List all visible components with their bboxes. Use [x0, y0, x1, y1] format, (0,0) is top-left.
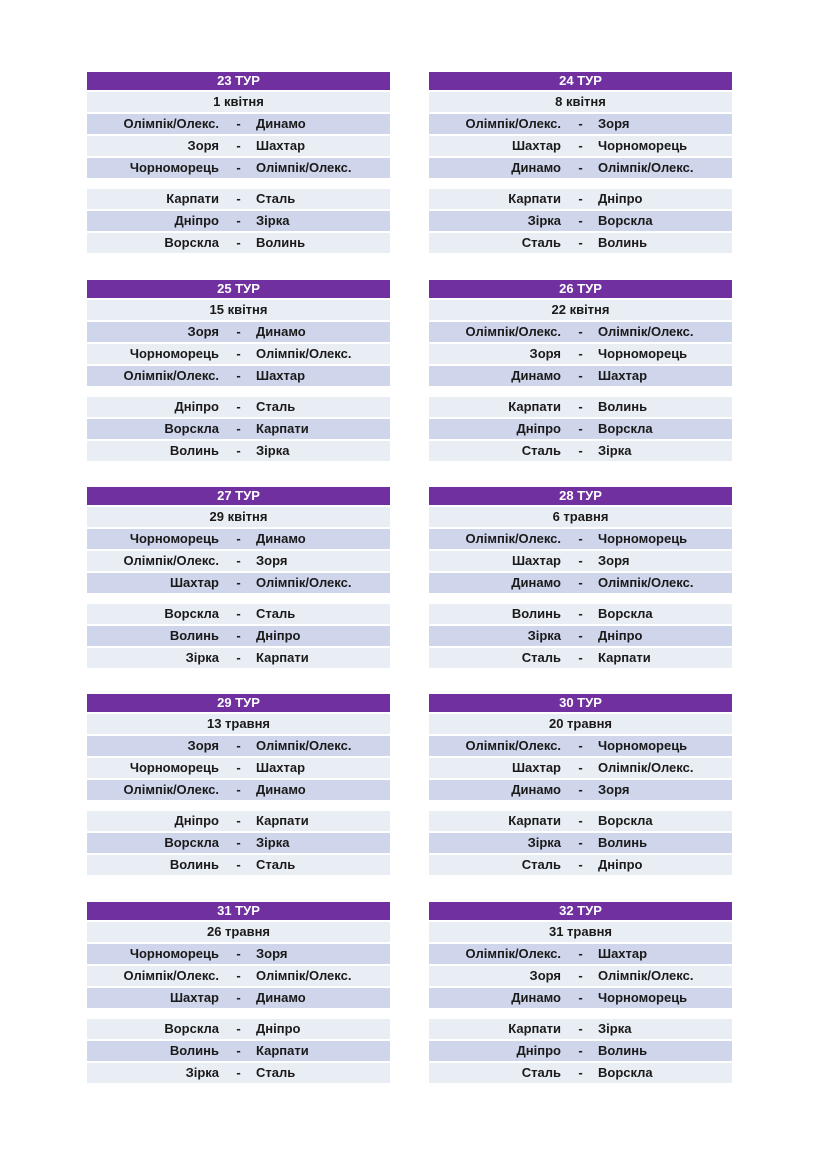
match-row: [87, 626, 390, 646]
home-team: Волинь: [169, 857, 219, 872]
match-row: [429, 966, 732, 986]
home-team: Шахтар: [511, 138, 561, 153]
home-team: Олімпік/Олекс.: [123, 968, 219, 983]
home-team: Ворскла: [164, 835, 219, 850]
away-team: Зірка: [256, 213, 290, 228]
away-team: Олімпік/Олекс.: [256, 738, 352, 753]
match-row: [429, 136, 732, 156]
away-team: Зоря: [256, 553, 288, 568]
match-separator: -: [578, 116, 583, 131]
match-row: [87, 780, 390, 800]
match-row: [87, 419, 390, 439]
round-block: [429, 487, 732, 668]
match-separator: -: [578, 531, 583, 546]
match-separator: -: [578, 421, 583, 436]
match-separator: -: [578, 553, 583, 568]
home-team: Олімпік/Олекс.: [465, 946, 561, 961]
match-separator: -: [578, 213, 583, 228]
round-title: 27 ТУР: [87, 487, 390, 505]
away-team: Олімпік/Олекс.: [256, 575, 352, 590]
home-team: Чорноморець: [129, 531, 219, 546]
away-team: Волинь: [598, 1043, 648, 1058]
match-row: [429, 419, 732, 439]
home-team: Олімпік/Олекс.: [465, 531, 561, 546]
away-team: Волинь: [598, 835, 648, 850]
match-separator: -: [578, 324, 583, 339]
match-row: [87, 833, 390, 853]
match-row: [87, 966, 390, 986]
home-team: Дніпро: [174, 399, 219, 414]
home-team: Олімпік/Олекс.: [465, 738, 561, 753]
round-date: 6 травня: [429, 507, 732, 527]
match-row: [87, 211, 390, 231]
match-separator: -: [236, 782, 241, 797]
round-title: 28 ТУР: [429, 487, 732, 505]
match-separator: -: [236, 738, 241, 753]
match-row: [429, 833, 732, 853]
match-row: [429, 648, 732, 668]
home-team: Динамо: [511, 368, 561, 383]
match-row: [429, 551, 732, 571]
away-team: Шахтар: [598, 946, 648, 961]
round-date: 22 квітня: [429, 300, 732, 320]
match-separator: -: [578, 857, 583, 872]
match-separator: -: [578, 650, 583, 665]
home-team: Чорноморець: [129, 760, 219, 775]
match-separator: -: [578, 968, 583, 983]
round-date: 15 квітня: [87, 300, 390, 320]
round-title: 29 ТУР: [87, 694, 390, 712]
match-row: [87, 529, 390, 549]
match-separator: -: [236, 213, 241, 228]
match-row: [429, 344, 732, 364]
home-team: Олімпік/Олекс.: [123, 553, 219, 568]
away-team: Сталь: [256, 191, 296, 206]
match-row: [429, 736, 732, 756]
round-date: 13 травня: [87, 714, 390, 734]
match-separator: -: [578, 606, 583, 621]
match-separator: -: [236, 443, 241, 458]
match-separator: -: [236, 235, 241, 250]
away-team: Чорноморець: [598, 738, 688, 753]
match-separator: -: [578, 738, 583, 753]
match-row: [429, 1041, 732, 1061]
match-row: [87, 158, 390, 178]
home-team: Зоря: [187, 324, 219, 339]
match-separator: -: [236, 968, 241, 983]
match-row: [429, 758, 732, 778]
match-row: [429, 1019, 732, 1039]
round-date: 31 травня: [429, 922, 732, 942]
home-team: Шахтар: [511, 760, 561, 775]
home-team: Динамо: [511, 160, 561, 175]
home-team: Дніпро: [516, 1043, 561, 1058]
home-team: Сталь: [521, 443, 561, 458]
away-team: Зірка: [256, 835, 290, 850]
round-title: 24 ТУР: [429, 72, 732, 90]
away-team: Шахтар: [256, 368, 306, 383]
away-team: Динамо: [256, 116, 306, 131]
home-team: Олімпік/Олекс.: [465, 116, 561, 131]
home-team: Олімпік/Олекс.: [123, 782, 219, 797]
match-separator: -: [578, 990, 583, 1005]
home-team: Зоря: [187, 738, 219, 753]
match-row: [87, 397, 390, 417]
match-separator: -: [236, 1065, 241, 1080]
match-row: [429, 441, 732, 461]
away-team: Олімпік/Олекс.: [598, 160, 694, 175]
home-team: Зірка: [185, 650, 219, 665]
round-block: [87, 902, 390, 1083]
home-team: Дніпро: [516, 421, 561, 436]
away-team: Олімпік/Олекс.: [598, 760, 694, 775]
round-block: [429, 694, 732, 875]
match-separator: -: [236, 1043, 241, 1058]
match-row: [87, 441, 390, 461]
match-separator: -: [578, 235, 583, 250]
match-row: [429, 780, 732, 800]
match-separator: -: [578, 1043, 583, 1058]
match-separator: -: [236, 421, 241, 436]
match-row: [87, 366, 390, 386]
home-team: Сталь: [521, 650, 561, 665]
match-separator: -: [236, 946, 241, 961]
home-team: Зірка: [527, 628, 561, 643]
match-separator: -: [578, 782, 583, 797]
match-row: [429, 626, 732, 646]
home-team: Шахтар: [169, 575, 219, 590]
match-row: [429, 988, 732, 1008]
match-row: [87, 648, 390, 668]
away-team: Чорноморець: [598, 346, 688, 361]
match-separator: -: [236, 531, 241, 546]
match-separator: -: [236, 399, 241, 414]
away-team: Ворскла: [598, 813, 653, 828]
away-team: Олімпік/Олекс.: [598, 968, 694, 983]
match-row: [87, 322, 390, 342]
round-title: 30 ТУР: [429, 694, 732, 712]
match-separator: -: [578, 191, 583, 206]
away-team: Ворскла: [598, 1065, 653, 1080]
away-team: Динамо: [256, 531, 306, 546]
home-team: Динамо: [511, 782, 561, 797]
match-row: [429, 573, 732, 593]
round-date: 29 квітня: [87, 507, 390, 527]
match-separator: -: [236, 575, 241, 590]
home-team: Волинь: [511, 606, 561, 621]
home-team: Олімпік/Олекс.: [465, 324, 561, 339]
match-separator: -: [578, 575, 583, 590]
away-team: Сталь: [256, 399, 296, 414]
away-team: Зоря: [256, 946, 288, 961]
home-team: Волинь: [169, 1043, 219, 1058]
round-title: 31 ТУР: [87, 902, 390, 920]
home-team: Зоря: [529, 968, 561, 983]
match-row: [429, 944, 732, 964]
match-separator: -: [578, 760, 583, 775]
home-team: Ворскла: [164, 606, 219, 621]
match-separator: -: [236, 628, 241, 643]
home-team: Дніпро: [174, 813, 219, 828]
match-row: [429, 114, 732, 134]
round-title: 32 ТУР: [429, 902, 732, 920]
away-team: Динамо: [256, 324, 306, 339]
away-team: Олімпік/Олекс.: [256, 968, 352, 983]
match-separator: -: [236, 138, 241, 153]
match-separator: -: [578, 138, 583, 153]
home-team: Волинь: [169, 628, 219, 643]
away-team: Зірка: [598, 443, 632, 458]
round-block: [87, 280, 390, 461]
round-block: [429, 902, 732, 1083]
home-team: Зірка: [527, 835, 561, 850]
match-row: [429, 855, 732, 875]
match-separator: -: [236, 606, 241, 621]
match-separator: -: [236, 553, 241, 568]
away-team: Ворскла: [598, 606, 653, 621]
away-team: Дніпро: [256, 628, 301, 643]
match-row: [87, 1041, 390, 1061]
round-title: 25 ТУР: [87, 280, 390, 298]
match-row: [87, 604, 390, 624]
match-separator: -: [578, 1065, 583, 1080]
match-row: [429, 158, 732, 178]
home-team: Ворскла: [164, 421, 219, 436]
match-separator: -: [578, 835, 583, 850]
away-team: Шахтар: [256, 760, 306, 775]
match-row: [87, 1019, 390, 1039]
away-team: Карпати: [256, 650, 309, 665]
away-team: Дніпро: [598, 628, 643, 643]
match-row: [87, 136, 390, 156]
away-team: Карпати: [256, 421, 309, 436]
match-row: [429, 604, 732, 624]
match-row: [429, 811, 732, 831]
away-team: Чорноморець: [598, 138, 688, 153]
away-team: Волинь: [598, 235, 648, 250]
home-team: Ворскла: [164, 235, 219, 250]
match-separator: -: [236, 813, 241, 828]
away-team: Шахтар: [256, 138, 306, 153]
home-team: Карпати: [508, 813, 561, 828]
away-team: Олімпік/Олекс.: [256, 346, 352, 361]
match-separator: -: [578, 368, 583, 383]
home-team: Чорноморець: [129, 946, 219, 961]
home-team: Карпати: [508, 191, 561, 206]
match-row: [87, 551, 390, 571]
home-team: Динамо: [511, 990, 561, 1005]
match-row: [87, 233, 390, 253]
away-team: Олімпік/Олекс.: [598, 324, 694, 339]
match-row: [87, 811, 390, 831]
away-team: Чорноморець: [598, 990, 688, 1005]
match-separator: -: [236, 857, 241, 872]
match-separator: -: [236, 1021, 241, 1036]
away-team: Чорноморець: [598, 531, 688, 546]
away-team: Дніпро: [598, 191, 643, 206]
round-block: [429, 280, 732, 461]
home-team: Карпати: [508, 1021, 561, 1036]
match-separator: -: [578, 399, 583, 414]
match-row: [429, 211, 732, 231]
match-separator: -: [578, 160, 583, 175]
match-separator: -: [236, 760, 241, 775]
home-team: Волинь: [169, 443, 219, 458]
home-team: Зоря: [187, 138, 219, 153]
match-separator: -: [236, 116, 241, 131]
away-team: Зірка: [256, 443, 290, 458]
away-team: Сталь: [256, 606, 296, 621]
away-team: Карпати: [256, 1043, 309, 1058]
round-date: 1 квітня: [87, 92, 390, 112]
match-separator: -: [236, 346, 241, 361]
home-team: Дніпро: [174, 213, 219, 228]
match-row: [87, 114, 390, 134]
home-team: Чорноморець: [129, 346, 219, 361]
away-team: Дніпро: [598, 857, 643, 872]
away-team: Зоря: [598, 553, 630, 568]
away-team: Зоря: [598, 782, 630, 797]
home-team: Зірка: [185, 1065, 219, 1080]
match-row: [429, 529, 732, 549]
match-separator: -: [578, 443, 583, 458]
round-block: [87, 694, 390, 875]
match-separator: -: [578, 1021, 583, 1036]
match-row: [429, 189, 732, 209]
match-row: [429, 233, 732, 253]
home-team: Зоря: [529, 346, 561, 361]
home-team: Шахтар: [169, 990, 219, 1005]
away-team: Зоря: [598, 116, 630, 131]
match-row: [87, 855, 390, 875]
away-team: Динамо: [256, 990, 306, 1005]
home-team: Олімпік/Олекс.: [123, 116, 219, 131]
round-block: [87, 72, 390, 253]
match-separator: -: [236, 650, 241, 665]
away-team: Олімпік/Олекс.: [256, 160, 352, 175]
away-team: Карпати: [598, 650, 651, 665]
away-team: Дніпро: [256, 1021, 301, 1036]
away-team: Волинь: [598, 399, 648, 414]
round-title: 23 ТУР: [87, 72, 390, 90]
away-team: Волинь: [256, 235, 306, 250]
round-date: 20 травня: [429, 714, 732, 734]
away-team: Динамо: [256, 782, 306, 797]
match-separator: -: [236, 990, 241, 1005]
match-separator: -: [236, 368, 241, 383]
round-date: 26 травня: [87, 922, 390, 942]
round-date: 8 квітня: [429, 92, 732, 112]
match-separator: -: [236, 835, 241, 850]
home-team: Зірка: [527, 213, 561, 228]
round-block: [429, 72, 732, 253]
home-team: Шахтар: [511, 553, 561, 568]
home-team: Олімпік/Олекс.: [123, 368, 219, 383]
match-separator: -: [236, 191, 241, 206]
match-separator: -: [578, 346, 583, 361]
match-row: [429, 1063, 732, 1083]
match-separator: -: [578, 628, 583, 643]
match-row: [87, 344, 390, 364]
match-row: [87, 736, 390, 756]
home-team: Ворскла: [164, 1021, 219, 1036]
home-team: Чорноморець: [129, 160, 219, 175]
match-row: [429, 397, 732, 417]
match-separator: -: [578, 813, 583, 828]
home-team: Сталь: [521, 235, 561, 250]
away-team: Ворскла: [598, 421, 653, 436]
home-team: Сталь: [521, 857, 561, 872]
round-title: 26 ТУР: [429, 280, 732, 298]
away-team: Ворскла: [598, 213, 653, 228]
away-team: Карпати: [256, 813, 309, 828]
match-separator: -: [236, 324, 241, 339]
match-separator: -: [578, 946, 583, 961]
home-team: Карпати: [166, 191, 219, 206]
home-team: Сталь: [521, 1065, 561, 1080]
match-row: [87, 988, 390, 1008]
home-team: Динамо: [511, 575, 561, 590]
home-team: Карпати: [508, 399, 561, 414]
away-team: Зірка: [598, 1021, 632, 1036]
away-team: Шахтар: [598, 368, 648, 383]
match-row: [429, 366, 732, 386]
match-row: [87, 1063, 390, 1083]
match-row: [87, 758, 390, 778]
away-team: Сталь: [256, 857, 296, 872]
round-block: [87, 487, 390, 668]
away-team: Олімпік/Олекс.: [598, 575, 694, 590]
match-row: [429, 322, 732, 342]
match-row: [87, 189, 390, 209]
match-separator: -: [236, 160, 241, 175]
match-row: [87, 944, 390, 964]
away-team: Сталь: [256, 1065, 296, 1080]
match-row: [87, 573, 390, 593]
